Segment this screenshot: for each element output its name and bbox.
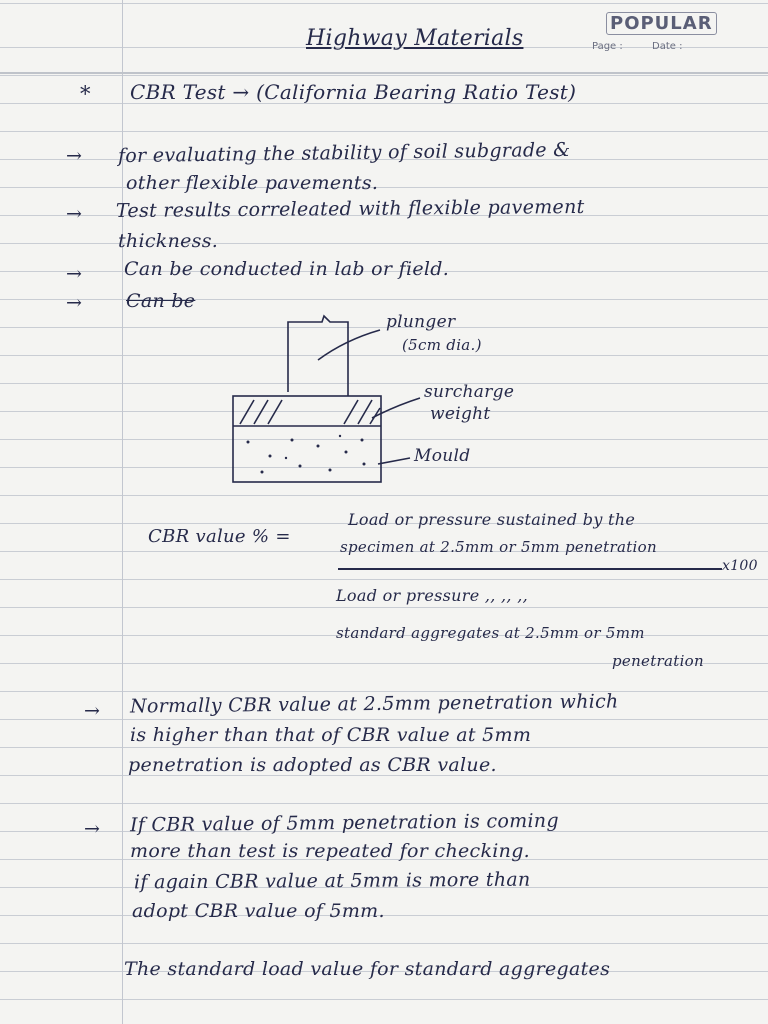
formula-multiplier: x100 xyxy=(722,558,758,574)
arrow-bullet: → xyxy=(66,145,82,167)
page-title: Highway Materials xyxy=(306,26,524,51)
weight-label: weight xyxy=(430,404,491,424)
arrow-bullet: → xyxy=(84,818,100,840)
plunger-leader xyxy=(318,330,380,360)
point-4-struck: Can be xyxy=(126,290,196,312)
fraction-bar xyxy=(338,568,722,570)
hatch-line xyxy=(268,400,282,424)
formula-denominator-line-3: penetration xyxy=(612,652,704,670)
arrow-bullet: → xyxy=(66,292,82,314)
para-1-line-2: is higher than that of CBR value at 5mm xyxy=(130,724,532,746)
point-1-line-1: for evaluating the stability of soil subgrade & xyxy=(117,138,571,168)
point-1-line-2: other flexible pavements. xyxy=(126,172,379,194)
last-line: The standard load value for standard aggregates xyxy=(124,958,611,980)
formula-numerator-line-1: Load or pressure sustained by the xyxy=(348,510,636,529)
formula-denominator-line-2: standard aggregates at 2.5mm or 5mm xyxy=(336,624,645,642)
arrow-bullet: → xyxy=(66,203,82,225)
point-3: Can be conducted in lab or field. xyxy=(124,258,450,280)
soil-dots xyxy=(247,435,366,474)
arrow-bullet: → xyxy=(66,263,82,285)
para-1-line-1: Normally CBR value at 2.5mm penetration which xyxy=(129,690,619,718)
date-label: Date : xyxy=(652,41,683,52)
mould-leader xyxy=(378,458,410,464)
cbr-heading: CBR Test → (California Bearing Ratio Test) xyxy=(130,80,577,104)
formula-denominator-line-1: Load or pressure ,, ,, ,, xyxy=(336,586,528,605)
surcharge-label: surcharge xyxy=(424,382,515,402)
point-2-line-1: Test results correleated with flexible pavement xyxy=(115,195,585,223)
para-1-line-3: penetration is adopted as CBR value. xyxy=(128,754,497,776)
para-2-line-2: more than test is repeated for checking. xyxy=(130,840,530,862)
arrow-bullet: → xyxy=(84,700,100,722)
hatch-line xyxy=(254,400,268,424)
para-2-line-4: adopt CBR value of 5mm. xyxy=(132,900,385,922)
hatch-line xyxy=(240,400,254,424)
page-label: Page : xyxy=(592,41,623,52)
hatch-line xyxy=(344,400,358,424)
plunger-label: plunger xyxy=(386,312,456,332)
mould-shape xyxy=(233,396,381,482)
plunger-dia-label: (5cm dia.) xyxy=(402,336,482,354)
plunger-shape xyxy=(288,316,348,396)
formula-lhs: CBR value % = xyxy=(148,526,291,547)
formula-numerator-line-2: specimen at 2.5mm or 5mm penetration xyxy=(340,538,657,556)
point-2-line-2: thickness. xyxy=(118,230,219,252)
hatch-line xyxy=(358,400,372,424)
cbr-heading-marker: * xyxy=(80,82,91,106)
mould-label: Mould xyxy=(414,446,471,466)
brand-logo: POPULAR xyxy=(606,12,717,35)
para-2-line-3: if again CBR value at 5mm is more than xyxy=(133,868,531,894)
para-2-line-1: If CBR value of 5mm penetration is coming xyxy=(129,809,559,837)
